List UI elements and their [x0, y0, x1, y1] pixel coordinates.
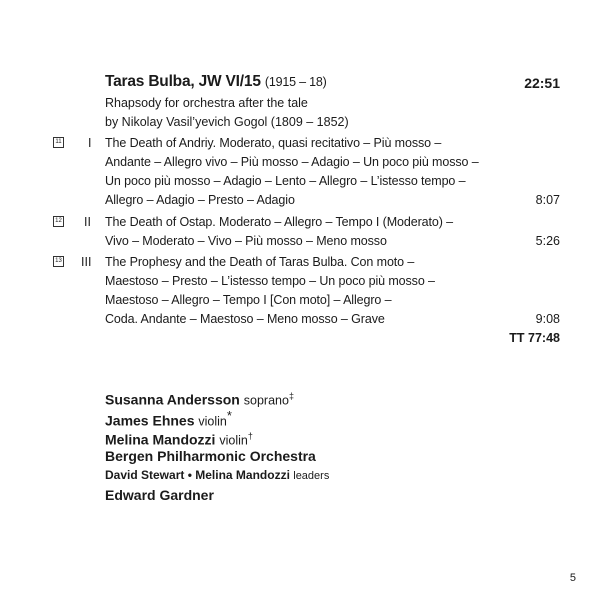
conductor-name: Edward Gardner	[105, 487, 214, 503]
total-time: TT 77:48	[509, 331, 560, 345]
performer-name: Susanna Andersson	[105, 391, 240, 408]
movement-numeral: I	[88, 136, 92, 150]
orchestra-name: Bergen Philharmonic Orchestra	[105, 448, 316, 464]
track-line: Andante – Allegro vivo – Più mosso – Adagio – Un poco più mosso –	[105, 155, 479, 169]
track-line: Un poco più mosso – Adagio – Lento – Allegro – L’istesso tempo –	[105, 174, 466, 188]
footnote-mark: †	[247, 431, 253, 441]
performer-row	[105, 426, 329, 446]
leader-names: David Stewart • Melina Mandozzi	[105, 468, 290, 482]
track-line: The Death of Ostap. Moderato – Allegro – Tempo I (Moderato) –	[105, 215, 454, 229]
performer-row	[105, 406, 329, 429]
performer-name: James Ehnes	[105, 412, 195, 429]
footnote-mark: *	[226, 408, 232, 423]
track-line: Coda. Andante – Maestoso – Meno mosso – Grave	[105, 312, 385, 326]
track-number-box: 11	[53, 137, 64, 148]
track-duration: 8:07	[535, 193, 560, 207]
movement-numeral: III	[81, 255, 92, 269]
track-line: Vivo – Moderato – Vivo – Più mosso – Meno mosso	[105, 234, 387, 248]
track-duration: 9:08	[535, 312, 560, 326]
track-line: Maestoso – Allegro – Tempo I [Con moto] – Allegro –	[105, 293, 392, 307]
work-duration: 22:51	[524, 75, 560, 91]
movement-numeral: II	[84, 215, 91, 229]
work-years: (1915 – 18)	[264, 75, 327, 89]
work-title-text: Taras Bulba, JW VI/15	[105, 73, 261, 90]
performer-role: violin	[219, 433, 248, 448]
performer-name: Melina Mandozzi	[105, 431, 216, 448]
work-subtitle-line: Rhapsody for orchestra after the tale	[105, 96, 308, 110]
performer-row	[105, 386, 329, 406]
performer-role: violin	[198, 414, 227, 429]
footnote-mark: ‡	[288, 391, 294, 401]
performer-list	[105, 386, 329, 505]
track-line: The Death of Andriy. Moderato, quasi recitativo – Più mosso –	[105, 136, 442, 150]
track-line: Allegro – Adagio – Presto – Adagio	[105, 193, 295, 207]
track-number-box: 13	[53, 256, 64, 267]
track-line: Maestoso – Presto – L’istesso tempo – Un poco più mosso –	[105, 274, 435, 288]
work-title	[105, 73, 327, 91]
track-line: The Prophesy and the Death of Taras Bulba. Con moto –	[105, 255, 415, 269]
leaders-row	[105, 466, 329, 485]
track-duration: 5:26	[535, 234, 560, 248]
leaders-role: leaders	[293, 470, 330, 482]
page-number: 5	[569, 572, 576, 584]
performer-role: soprano	[243, 393, 289, 408]
track-number-box: 12	[53, 216, 64, 227]
work-subtitle-line: by Nikolay Vasil’yevich Gogol (1809 – 1852)	[105, 115, 349, 129]
